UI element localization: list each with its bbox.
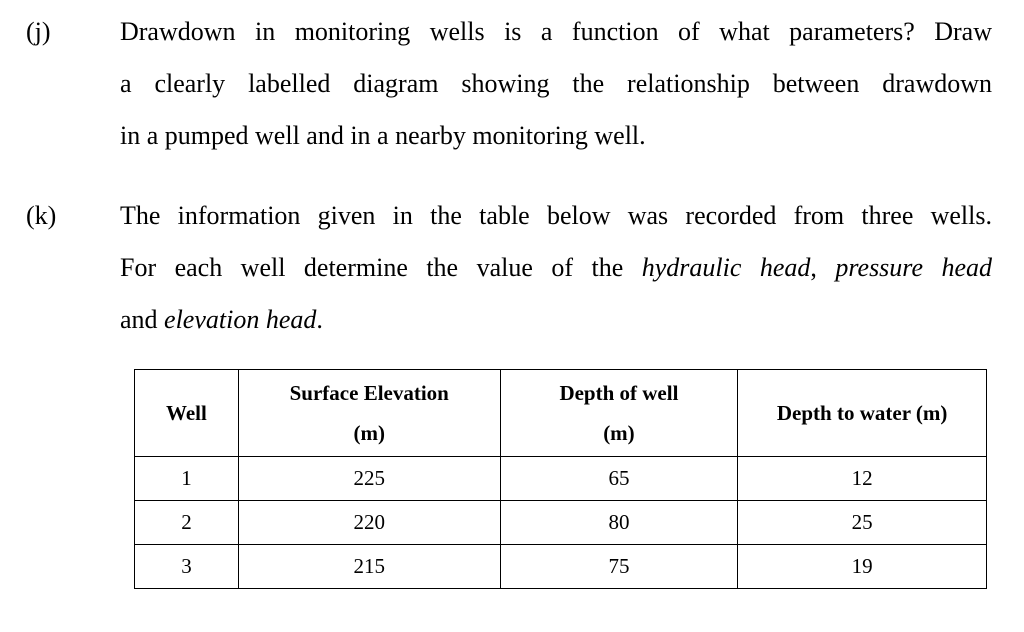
question-k-line-3-text: and — [120, 305, 165, 334]
table-row — [135, 545, 987, 589]
question-k-line-1: The information given in the table below was recorded from three wells. — [120, 201, 992, 230]
question-k-line-3-period: . — [316, 305, 323, 334]
table-row — [135, 501, 987, 545]
question-j-line-3: in a pumped well and in a nearby monitoring well. — [120, 121, 646, 150]
header-surface-elevation — [238, 370, 500, 457]
header-depth-of-well-label: Depth of well — [559, 381, 679, 405]
question-j-line-2: a clearly labelled diagram showing the relationship between drawdown — [120, 69, 992, 98]
question-j-line-1: Drawdown in monitoring wells is a function of what parameters? Draw — [120, 17, 992, 46]
question-k-line-2-sep: , — [810, 253, 836, 282]
cell-well: 1 — [135, 457, 239, 501]
header-depth-to-water: Depth to water (m) — [738, 370, 987, 457]
cell-depth-to-water: 12 — [738, 457, 987, 501]
header-depth-of-well-unit: (m) — [603, 421, 635, 445]
cell-depth-of-well: 75 — [500, 545, 738, 589]
question-j-text — [120, 6, 992, 162]
cell-depth-of-well: 65 — [500, 457, 738, 501]
cell-depth-of-well: 80 — [500, 501, 738, 545]
question-k-text — [120, 190, 992, 346]
hydraulic-head-term: hydraulic head — [641, 253, 811, 282]
cell-depth-to-water: 19 — [738, 545, 987, 589]
pressure-head-term: pressure head — [835, 253, 993, 282]
wells-table — [134, 369, 987, 589]
cell-surface-elevation: 225 — [238, 457, 500, 501]
header-surface-elevation-label: Surface Elevation — [289, 381, 449, 405]
question-k-line-2 — [120, 242, 992, 294]
header-depth-of-well — [500, 370, 738, 457]
elevation-head-term: elevation head — [164, 305, 317, 334]
table-row — [135, 457, 987, 501]
question-k-label: (k) — [26, 201, 57, 230]
question-j-label: (j) — [26, 17, 51, 46]
cell-surface-elevation: 220 — [238, 501, 500, 545]
header-surface-elevation-unit: (m) — [353, 421, 385, 445]
cell-surface-elevation: 215 — [238, 545, 500, 589]
table-header-row — [135, 370, 987, 457]
cell-well: 3 — [135, 545, 239, 589]
cell-well: 2 — [135, 501, 239, 545]
cell-depth-to-water: 25 — [738, 501, 987, 545]
header-well: Well — [135, 370, 239, 457]
question-k-line-3 — [120, 294, 992, 346]
question-k-line-2-text: For each well determine the value of the — [120, 253, 642, 282]
